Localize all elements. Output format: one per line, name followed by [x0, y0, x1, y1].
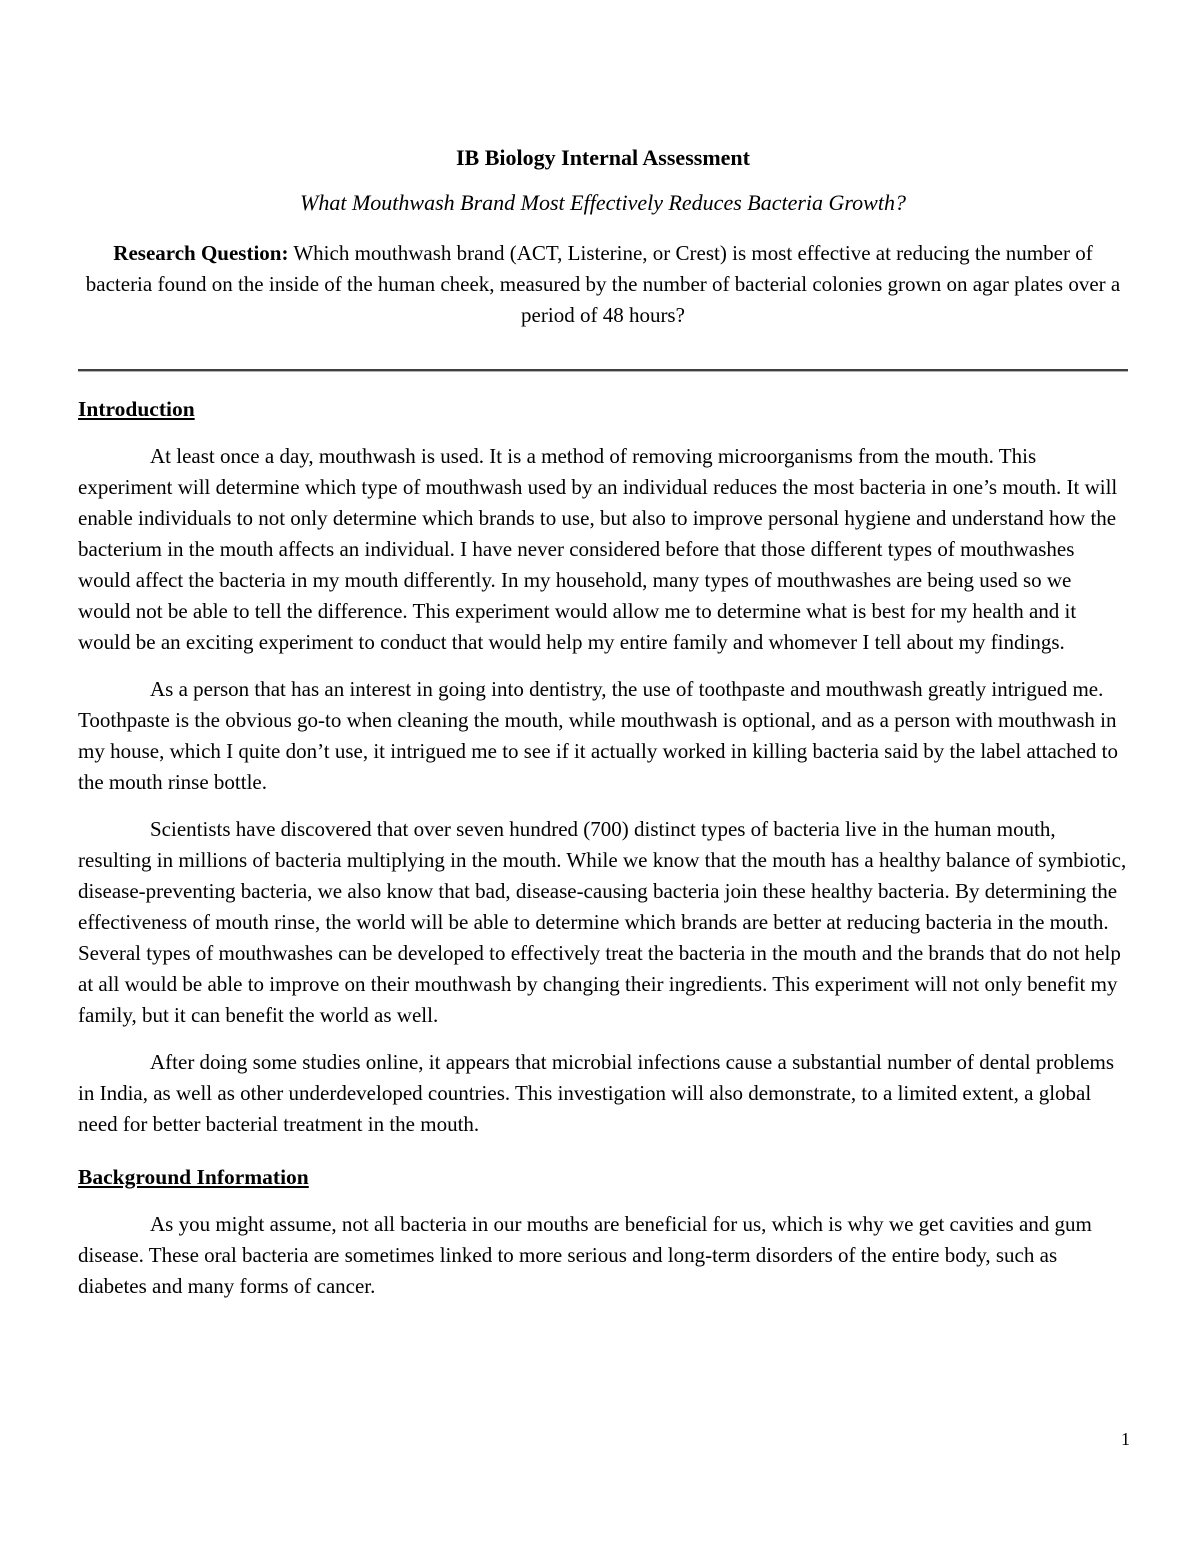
document-title: IB Biology Internal Assessment: [456, 145, 750, 170]
introduction-paragraph-2: As a person that has an interest in going into dentistry, the use of toothpaste and mouthwash greatly intrigued me. Toothpaste is the obvious go-to when cleaning the mouth, while mouthwash is optional, and as a person with mouthwash in my house, which I quite don’t use, it intrigued me to see if it actually worked in killing bacteria said by the label attached to the mouth rinse bottle.: [78, 677, 1119, 794]
section-heading-introduction: Introduction: [78, 397, 195, 421]
research-question-label: Research Question:: [113, 241, 289, 265]
research-question: [78, 238, 1128, 331]
page-number: 1: [1121, 1429, 1130, 1449]
horizontal-rule: [78, 369, 1128, 372]
section-heading-background-information: Background Information: [78, 1165, 309, 1189]
introduction-paragraph-4: After doing some studies online, it appears that microbial infections cause a substantial number of dental problems in India, as well as other underdeveloped countries. This investigation will also demonstrate, to a limited extent, a global need for better bacterial treatment in the mouth.: [78, 1050, 1115, 1136]
research-question-text: Which mouthwash brand (ACT, Listerine, or Crest) is most effective at reducing the number of bacteria found on the inside of the human cheek, measured by the number of bacterial colonies grown on agar plates over a period of 48 hours?: [85, 241, 1121, 327]
introduction-paragraph-3: Scientists have discovered that over seven hundred (700) distinct types of bacteria live in the human mouth, resulting in millions of bacteria multiplying in the mouth. While we know that the mouth has a healthy balance of symbiotic, disease-preventing bacteria, we also know that bad, disease-causing bacteria join these healthy bacteria. By determining the effectiveness of mouth rinse, the world will be able to determine which brands are better at reducing bacteria in the mouth. Several types of mouthwashes can be developed to effectively treat the bacteria in the mouth and the brands that do not help at all would be able to improve on their mouthwash by changing their ingredients. This experiment will not only benefit my family, but it can benefit the world as well.: [78, 817, 1127, 1027]
document-subtitle: What Mouthwash Brand Most Effectively Reduces Bacteria Growth?: [300, 190, 906, 215]
background-paragraph-1: As you might assume, not all bacteria in our mouths are beneficial for us, which is why we get cavities and gum disease. These oral bacteria are sometimes linked to more serious and long-term disorders of the entire body, such as diabetes and many forms of cancer.: [78, 1212, 1092, 1298]
introduction-paragraph-1: At least once a day, mouthwash is used. It is a method of removing microorganisms from the mouth. This experiment will determine which type of mouthwash used by an individual reduces the most bacteria in one’s mouth. It will enable individuals to not only determine which brands to use, but also to improve personal hygiene and understand how the bacterium in the mouth affects an individual. I have never considered before that those different types of mouthwashes would affect the bacteria in my mouth differently. In my household, many types of mouthwashes are being used so we would not be able to tell the difference. This experiment would allow me to determine what is best for my health and it would be an exciting experiment to conduct that would help my entire family and whomever I tell about my findings.: [78, 444, 1118, 654]
